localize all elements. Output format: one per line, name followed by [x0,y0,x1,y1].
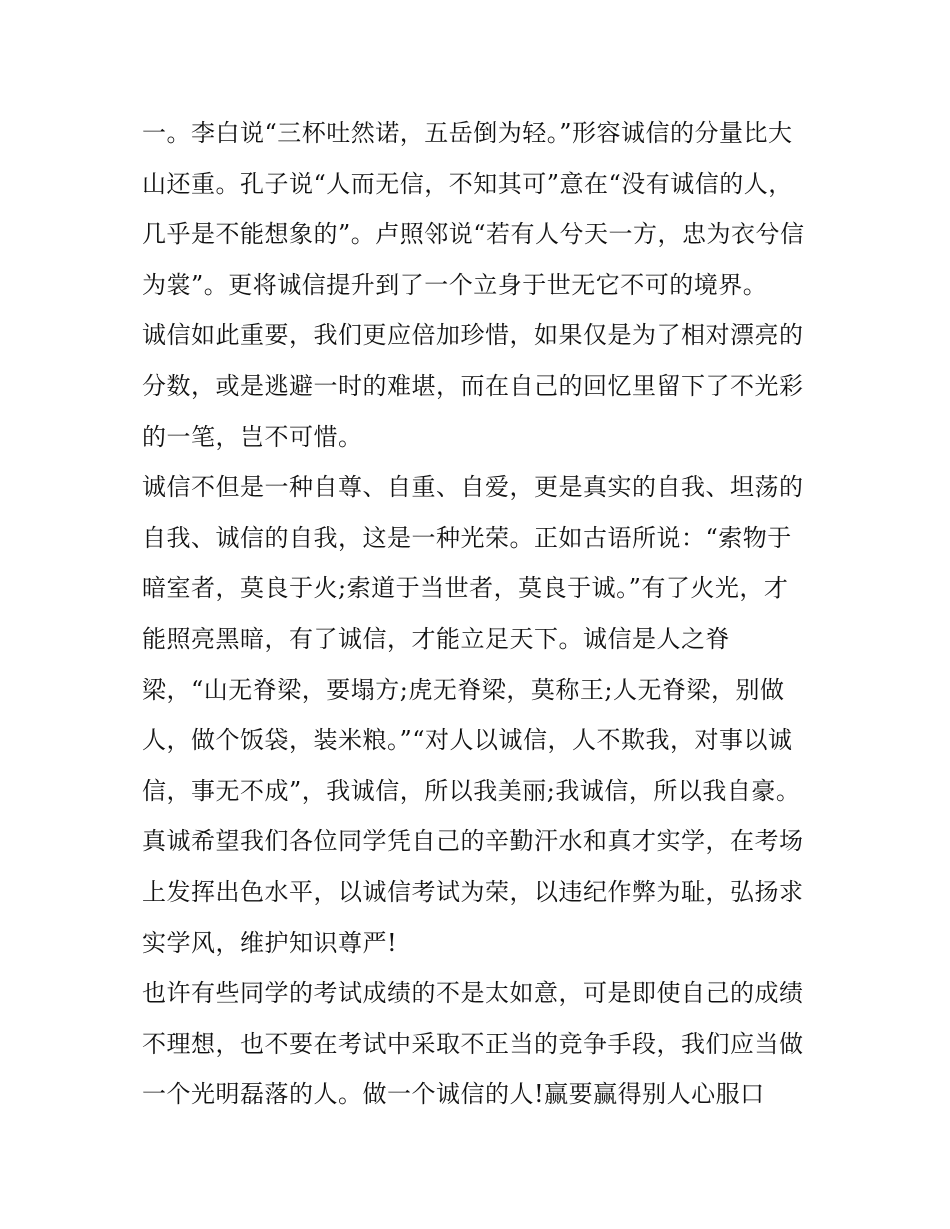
text-line: 几乎是不能想象的”。卢照邻说“若有人兮天一方，忠为衣兮信 [142,220,805,249]
text-line: 信，事无不成”，我诚信，所以我美丽;我诚信，所以我自豪。 [142,776,801,805]
text-line: 诚信如此重要，我们更应倍加珍惜，如果仅是为了相对漂亮的 [142,321,804,350]
text-line: 上发挥出色水平，以诚信考试为荣，以违纪作弊为耻，弘扬求 [142,877,804,906]
text-line: 山还重。孔子说“人而无信，不知其可”意在“没有诚信的人， [142,169,793,198]
text-line: 暗室者，莫良于火;索道于当世者，莫良于诚。”有了火光，才 [142,574,789,603]
text-line: 的一笔，岂不可惜。 [142,422,363,451]
text-line: 实学风，维护知识尊严! [142,928,398,957]
text-line: 分数，或是逃避一时的难堪，而在自己的回忆里留下了不光彩 [142,371,804,400]
text-line: 诚信不但是一种自尊、自重、自爱，更是真实的自我、坦荡的 [142,473,804,502]
text-line: 人，做个饭袋，装米粮。”“对人以诚信，人不欺我，对事以诚 [142,726,793,755]
document-body [142,108,822,1120]
text-line: 一个光明磊落的人。做一个诚信的人!赢要赢得别人心服口 [142,1080,765,1109]
text-line: 也许有些同学的考试成绩的不是太如意，可是即使自己的成绩 [142,979,804,1008]
text-line: 为裳”。更将诚信提升到了一个立身于世无它不可的境界。 [142,270,768,299]
text-line: 不理想，也不要在考试中采取不正当的竞争手段，我们应当做 [142,1029,804,1058]
text-line: 梁，“山无脊梁，要塌方;虎无脊梁，莫称王;人无脊梁，别做 [142,675,785,704]
text-line: 能照亮黑暗，有了诚信，才能立足天下。诚信是人之脊 [142,624,730,653]
text-line: 自我、诚信的自我，这是一种光荣。正如古语所说：“索物于 [142,523,792,552]
text-line: 真诚希望我们各位同学凭自己的辛勤汗水和真才实学，在考场 [142,827,804,856]
text-line: 一。李白说“三杯吐然诺，五岳倒为轻。”形容诚信的分量比大 [142,119,793,147]
